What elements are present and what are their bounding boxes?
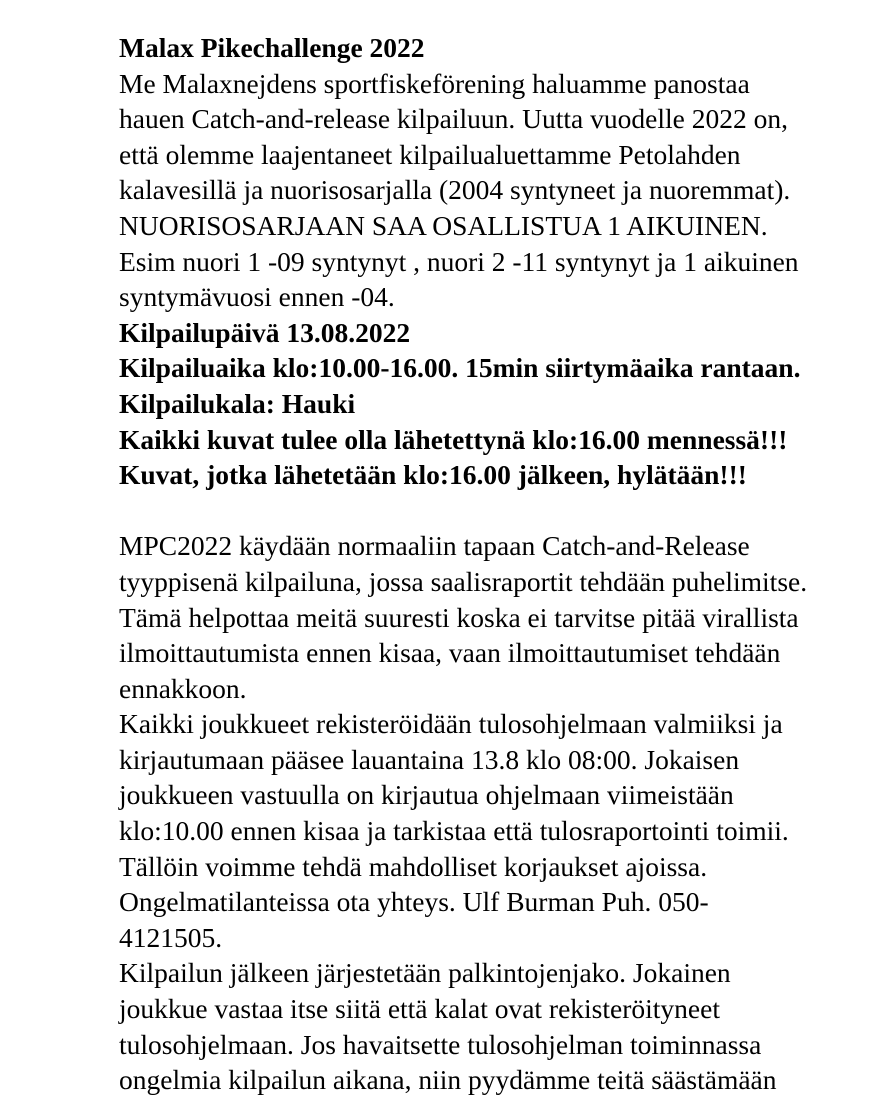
text-line: joukkueen vastuulla on kirjautua ohjelmaan viimeistään [119, 779, 734, 811]
document-title: Malax Pikechallenge 2022 [119, 32, 425, 63]
text-line: kalavesillä ja nuorisosarjalla (2004 syntyneet ja nuoremmat). [119, 174, 791, 206]
text-line: NUORISOSARJAAN SAA OSALLISTUA 1 AIKUINEN. [119, 209, 768, 241]
text-line: klo:10.00 ennen kisaa ja tarkistaa että tulosraportointi toimii. [119, 815, 789, 847]
text-line: Tällöin voimme tehdä mahdolliset korjaukset ajoissa. [119, 850, 708, 882]
text-line: 4121505. [119, 921, 223, 953]
late-photo-rule: Kuvat, jotka lähetetään klo:16.00 jälkeen, hylätään!!! [119, 459, 747, 491]
text-line: Ongelmatilanteissa ota yhteys. Ulf Burman Puh. 050- [119, 886, 709, 918]
text-line: joukkue vastaa itse siitä että kalat ovat rekisteröityneet [119, 993, 720, 1025]
text-line: Kaikki joukkueet rekisteröidään tulosohjelmaan valmiiksi ja [119, 708, 783, 740]
paragraph-spacer [119, 493, 880, 529]
text-line: Kilpailun jälkeen järjestetään palkintojenjako. Jokainen [119, 957, 731, 989]
text-line: Me Malaxnejdens sportfiskeförening haluamme panostaa [119, 67, 750, 99]
competition-fish: Kilpailukala: Hauki [119, 387, 356, 419]
competition-time: Kilpailuaika klo:10.00-16.00. 15min siirtymäaika rantaan. [119, 352, 801, 384]
text-line: hauen Catch-and-release kilpailuun. Uutta vuodelle 2022 on, [119, 103, 788, 135]
photo-deadline: Kaikki kuvat tulee olla lähetettynä klo:16.00 mennessä!!! [119, 423, 788, 455]
text-line: tulosohjelmaan. Jos havaitsette tulosohjelman toiminnassa [119, 1028, 762, 1060]
text-line: Tämä helpottaa meitä suuresti koska ei tarvitse pitää virallista [119, 601, 799, 633]
intro-paragraph [119, 66, 880, 315]
text-line: että olemme laajentaneet kilpailualuettamme Petolahden [119, 138, 741, 170]
text-line: ongelmia kilpailun aikana, niin pyydämme teitä säästämään [119, 1064, 777, 1096]
text-line: tyyppisenä kilpailuna, jossa saalisraportit tehdään puhelimitse. [119, 565, 808, 597]
document-page [119, 30, 880, 1098]
text-line: kirjautumaan pääsee lauantaina 13.8 klo 08:00. Jokaisen [119, 743, 740, 775]
competition-date: Kilpailupäivä 13.08.2022 [119, 316, 411, 348]
text-line: syntymävuosi ennen -04. [119, 281, 395, 313]
body-paragraphs [119, 528, 880, 1098]
text-line: ennakkoon. [119, 672, 247, 704]
text-line: Esim nuori 1 -09 syntynyt , nuori 2 -11 syntynyt ja 1 aikuinen [119, 245, 799, 277]
text-line: ilmoittautumista ennen kisaa, vaan ilmoittautumiset tehdään [119, 637, 781, 669]
text-line: MPC2022 käydään normaaliin tapaan Catch-and-Release [119, 530, 750, 562]
competition-details [119, 315, 880, 493]
